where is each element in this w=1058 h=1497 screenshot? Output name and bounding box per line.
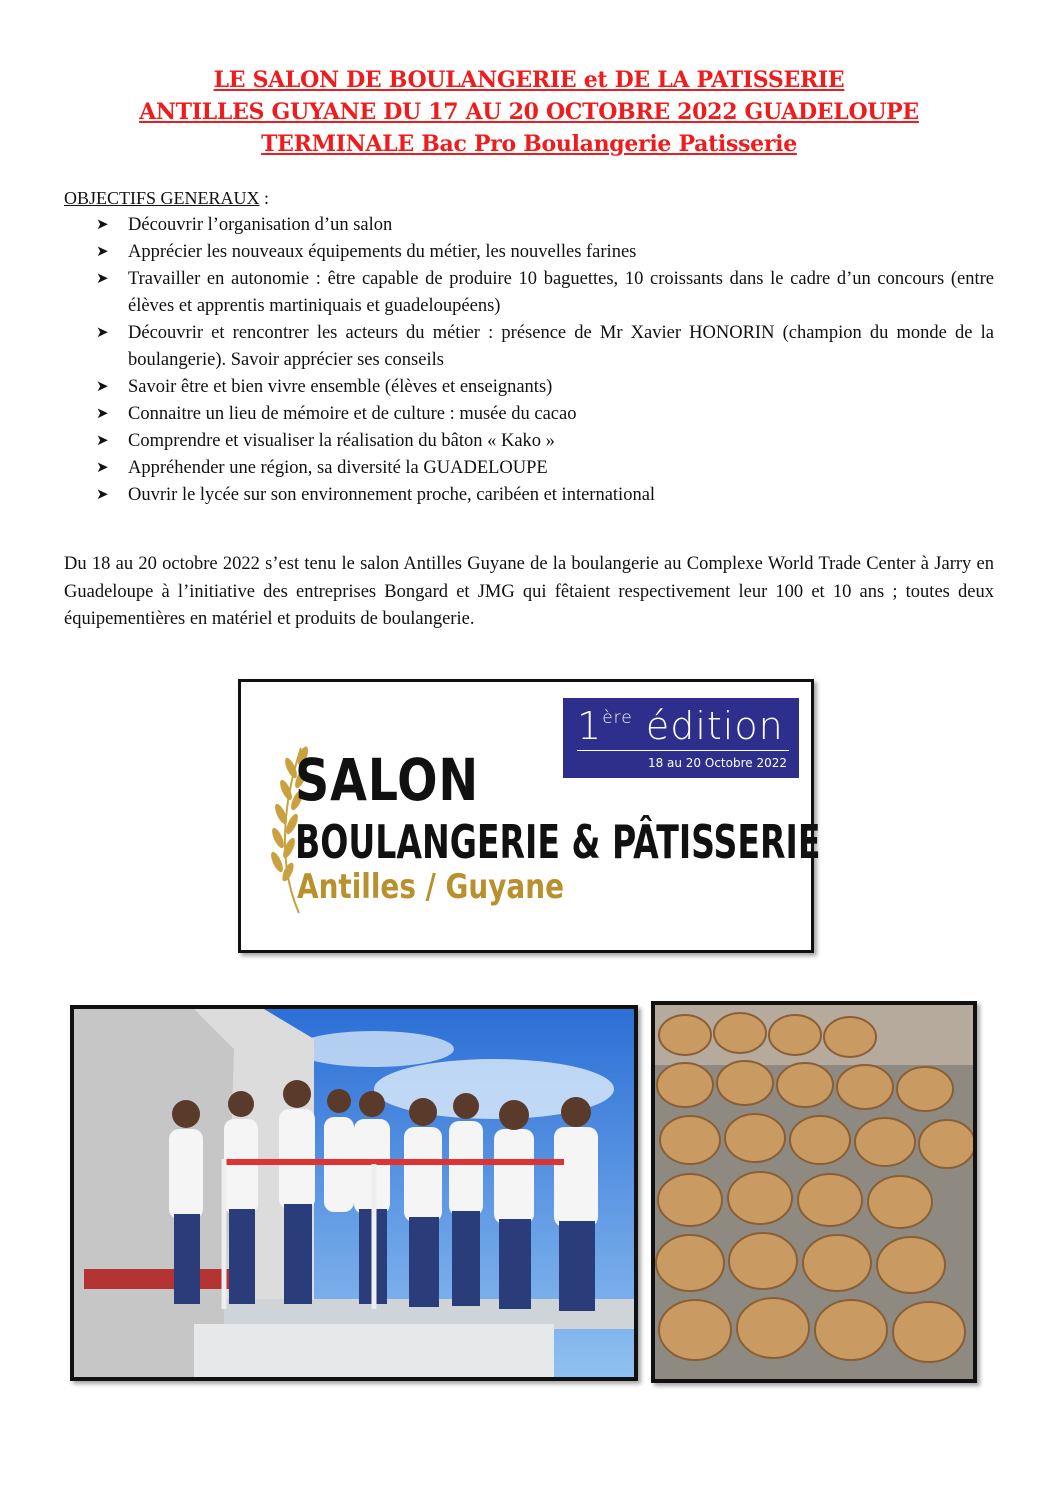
list-item: ➤ Comprendre et visualiser la réalisation du bâton « Kako » [96,428,994,455]
list-item: ➤ Découvrir l’organisation d’un salon [96,212,994,239]
event-paragraph: Du 18 au 20 octobre 2022 s’est tenu le salon Antilles Guyane de la boulangerie au Complexe World Trade Center à Jarry en Guadeloupe à l’initiative des entreprises Bongard et JMG qui fêtaient respectivement leur 100 et 10 ans ; toutes deux équipementières en matériel et produits de boulangerie. [64,554,994,629]
list-item: ➤ Connaitre un lieu de mémoire et de culture : musée du cacao [96,401,994,428]
arrow-bullet-icon: ➤ [96,460,109,476]
arrow-bullet-icon: ➤ [96,487,109,503]
edition-dates: 18 au 20 Octobre 2022 [647,756,787,770]
arrow-bullet-icon: ➤ [96,325,109,341]
arrow-bullet-icon: ➤ [96,244,109,260]
arrow-bullet-icon: ➤ [96,433,109,449]
list-item: ➤ Ouvrir le lycée sur son environnement proche, caribéen et international [96,482,994,509]
group-photo [70,1005,638,1381]
document-title [0,64,1058,160]
logo-salon-word: SALON [295,746,480,814]
list-item: ➤ Découvrir et rencontrer les acteurs du métier : présence de Mr Xavier HONORIN (champion du monde de la boulangerie). Savoir apprécier ses conseils [96,320,994,374]
arrow-bullet-icon: ➤ [96,271,109,287]
objectives-list [96,212,994,509]
arrow-bullet-icon: ➤ [96,217,109,233]
title-line-3: TERMINALE Bac Pro Boulangerie Patisserie [261,131,797,157]
logo-region: Antilles / Guyane [297,867,564,907]
bread-photo [651,1001,977,1383]
list-item: ➤ Travailler en autonomie : être capable de produire 10 baguettes, 10 croissants dans le cadre d’un concours (entre élèves et apprentis martiniquais et guadeloupéens) [96,266,994,320]
list-item: ➤ Appréhender une région, sa diversité la GUADELOUPE [96,455,994,482]
objectives-heading: OBJECTIFS GENERAUX : [64,188,270,208]
title-line-1: LE SALON DE BOULANGERIE et DE LA PATISSERIE [213,67,845,93]
logo-subtitle: BOULANGERIE & PÂTISSERIE [295,815,821,869]
list-item: ➤ Apprécier les nouveaux équipements du métier, les nouvelles farines [96,239,994,266]
list-item: ➤ Savoir être et bien vivre ensemble (élèves et enseignants) [96,374,994,401]
salon-logo [238,679,821,953]
edition-badge: 1ère édition 18 au 20 Octobre 2022 [563,698,799,778]
title-line-2: ANTILLES GUYANE DU 17 AU 20 OCTOBRE 2022 GUADELOUPE [139,99,919,125]
arrow-bullet-icon: ➤ [96,379,109,395]
arrow-bullet-icon: ➤ [96,406,109,422]
